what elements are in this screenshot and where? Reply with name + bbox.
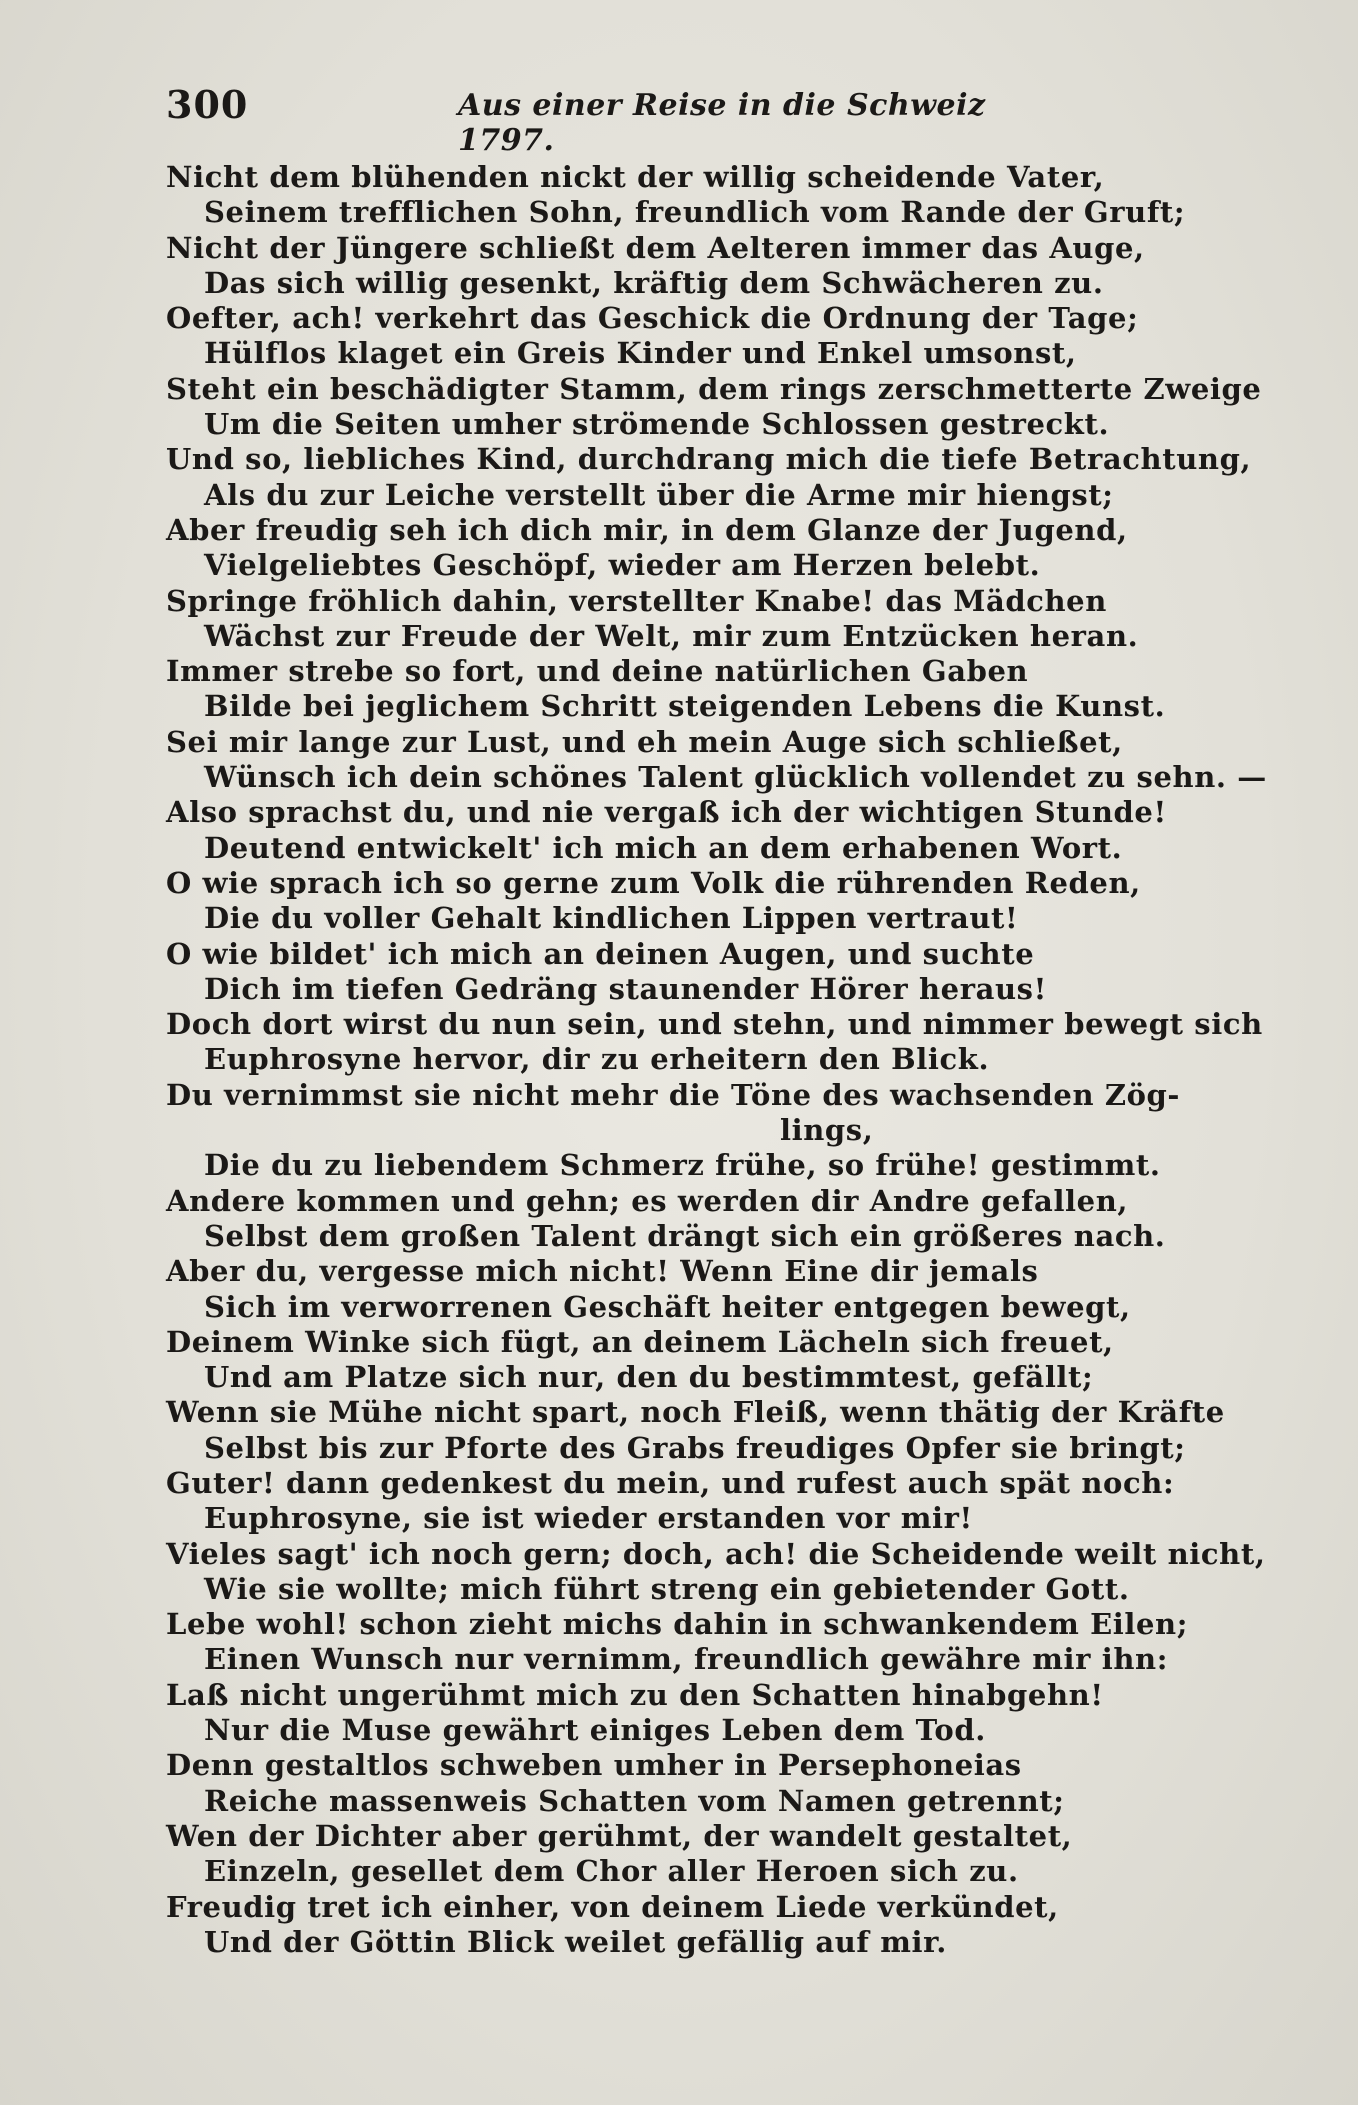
poem-line: lings, bbox=[780, 1113, 874, 1148]
poem-line: Andere kommen und gehn; es werden dir Andre gefallen, bbox=[166, 1183, 1129, 1218]
poem-line: Hülflos klaget ein Greis Kinder und Enkel umsonst, bbox=[204, 336, 1077, 371]
poem-line: Nicht der Jüngere schließt dem Aelteren immer das Auge, bbox=[166, 230, 1145, 265]
poem-line: Steht ein beschädigter Stamm, dem rings zerschmetterte Zweige bbox=[166, 371, 1262, 406]
poem-line: Lebe wohl! schon zieht michs dahin in schwankendem Eilen; bbox=[166, 1607, 1189, 1642]
poem-line: Reiche massenweis Schatten vom Namen getrennt; bbox=[204, 1783, 1065, 1818]
poem-line: Denn gestaltlos schweben umher in Persephoneias bbox=[166, 1748, 1022, 1783]
poem-line: Aber freudig seh ich dich mir, in dem Glanze der Jugend, bbox=[166, 512, 1128, 547]
poem-line: Doch dort wirst du nun sein, und stehn, und nimmer bewegt sich bbox=[166, 1007, 1263, 1042]
poem-line: Und am Platze sich nur, den du bestimmtest, gefällt; bbox=[204, 1360, 1094, 1395]
poem-line: Freudig tret ich einher, von deinem Liede verkündet, bbox=[166, 1889, 1059, 1924]
poem-line: Bilde bei jeglichem Schritt steigenden Lebens die Kunst. bbox=[204, 689, 1166, 724]
poem-line: Also sprachst du, und nie vergaß ich der wichtigen Stunde! bbox=[166, 795, 1167, 830]
page-header bbox=[166, 82, 986, 158]
poem-line: Selbst bis zur Pforte des Grabs freudiges Opfer sie bringt; bbox=[204, 1430, 1186, 1465]
poem-line: Und der Göttin Blick weilet gefällig auf mir. bbox=[204, 1924, 948, 1959]
poem-line: Immer strebe so fort, und deine natürlichen Gaben bbox=[166, 654, 1029, 689]
poem-line: Oefter, ach! verkehrt das Geschick die Ordnung der Tage; bbox=[166, 301, 1139, 336]
poem-line: Laß nicht ungerühmt mich zu den Schatten hinabgehn! bbox=[166, 1677, 1104, 1712]
poem-line: Deutend entwickelt' ich mich an dem erhabenen Wort. bbox=[204, 830, 1123, 865]
poem-line: Deinem Winke sich fügt, an deinem Lächeln sich freuet, bbox=[166, 1324, 1114, 1359]
poem-line: Wie sie wollte; mich führt streng ein gebietender Gott. bbox=[204, 1571, 1130, 1606]
poem-line: Und so, liebliches Kind, durchdrang mich die tiefe Betrachtung, bbox=[166, 442, 1252, 477]
running-title: Aus einer Reise in die Schweiz 1797. bbox=[458, 88, 986, 158]
poem-line: Die du zu liebendem Schmerz frühe, so frühe! gestimmt. bbox=[204, 1148, 1161, 1183]
poem-line: Einzeln, gesellet dem Chor aller Heroen sich zu. bbox=[204, 1854, 1019, 1889]
poem-line: Euphrosyne hervor, dir zu erheitern den Blick. bbox=[204, 1042, 990, 1077]
poem-line: Euphrosyne, sie ist wieder erstanden vor mir! bbox=[204, 1501, 973, 1536]
poem-line: Wächst zur Freude der Welt, mir zum Entzücken heran. bbox=[204, 618, 1139, 653]
poem-line: Als du zur Leiche verstellt über die Arme mir hiengst; bbox=[204, 477, 1114, 512]
poem-line: O wie sprach ich so gerne zum Volk die rührenden Reden, bbox=[166, 865, 1141, 900]
poem-line: Wen der Dichter aber gerühmt, der wandelt gestaltet, bbox=[166, 1818, 1073, 1853]
poem-line: Nur die Muse gewährt einiges Leben dem Tod. bbox=[204, 1713, 986, 1748]
poem-line: Nicht dem blühenden nickt der willig scheidende Vater, bbox=[166, 160, 1105, 194]
poem-line: Sich im verworrenen Geschäft heiter entgegen bewegt, bbox=[204, 1289, 1131, 1324]
poem-line: Seinem trefflichen Sohn, freundlich vom Rande der Gruft; bbox=[204, 195, 1186, 230]
poem-line: Einen Wunsch nur vernimm, freundlich gewähre mir ihn: bbox=[204, 1642, 1169, 1677]
poem-line: Du vernimmst sie nicht mehr die Töne des wachsenden Zög- bbox=[166, 1077, 1181, 1112]
page-number: 300 bbox=[166, 82, 249, 127]
poem-line: Wünsch ich dein schönes Talent glücklich vollendet zu sehn. — bbox=[204, 760, 1267, 795]
poem-line: Guter! dann gedenkest du mein, und rufest auch spät noch: bbox=[166, 1465, 1175, 1500]
poem-line: Aber du, vergesse mich nicht! Wenn Eine dir jemals bbox=[166, 1254, 1039, 1289]
poem-line: Selbst dem großen Talent drängt sich ein größeres nach. bbox=[204, 1218, 1166, 1253]
poem-line: Vieles sagt' ich noch gern; doch, ach! die Scheidende weilt nicht, bbox=[166, 1536, 1266, 1571]
poem-line: Um die Seiten umher strömende Schlossen gestreckt. bbox=[204, 407, 1110, 442]
poem-line: Vielgeliebtes Geschöpf, wieder am Herzen belebt. bbox=[204, 548, 1041, 583]
poem-line: Dich im tiefen Gedräng staunender Hörer heraus! bbox=[204, 971, 1047, 1006]
poem-line: Wenn sie Mühe nicht spart, noch Fleiß, wenn thätig der Kräfte bbox=[166, 1395, 1225, 1430]
poem-line: Sei mir lange zur Lust, und eh mein Auge sich schließet, bbox=[166, 724, 1123, 759]
poem-line: Die du voller Gehalt kindlichen Lippen vertraut! bbox=[204, 901, 1019, 936]
poem-line: Das sich willig gesenkt, kräftig dem Schwächeren zu. bbox=[204, 265, 1104, 300]
poem-line: Springe fröhlich dahin, verstellter Knabe! das Mädchen bbox=[166, 583, 1107, 618]
poem-line: O wie bildet' ich mich an deinen Augen, und suchte bbox=[166, 936, 1035, 971]
poem-text bbox=[166, 160, 1286, 1960]
